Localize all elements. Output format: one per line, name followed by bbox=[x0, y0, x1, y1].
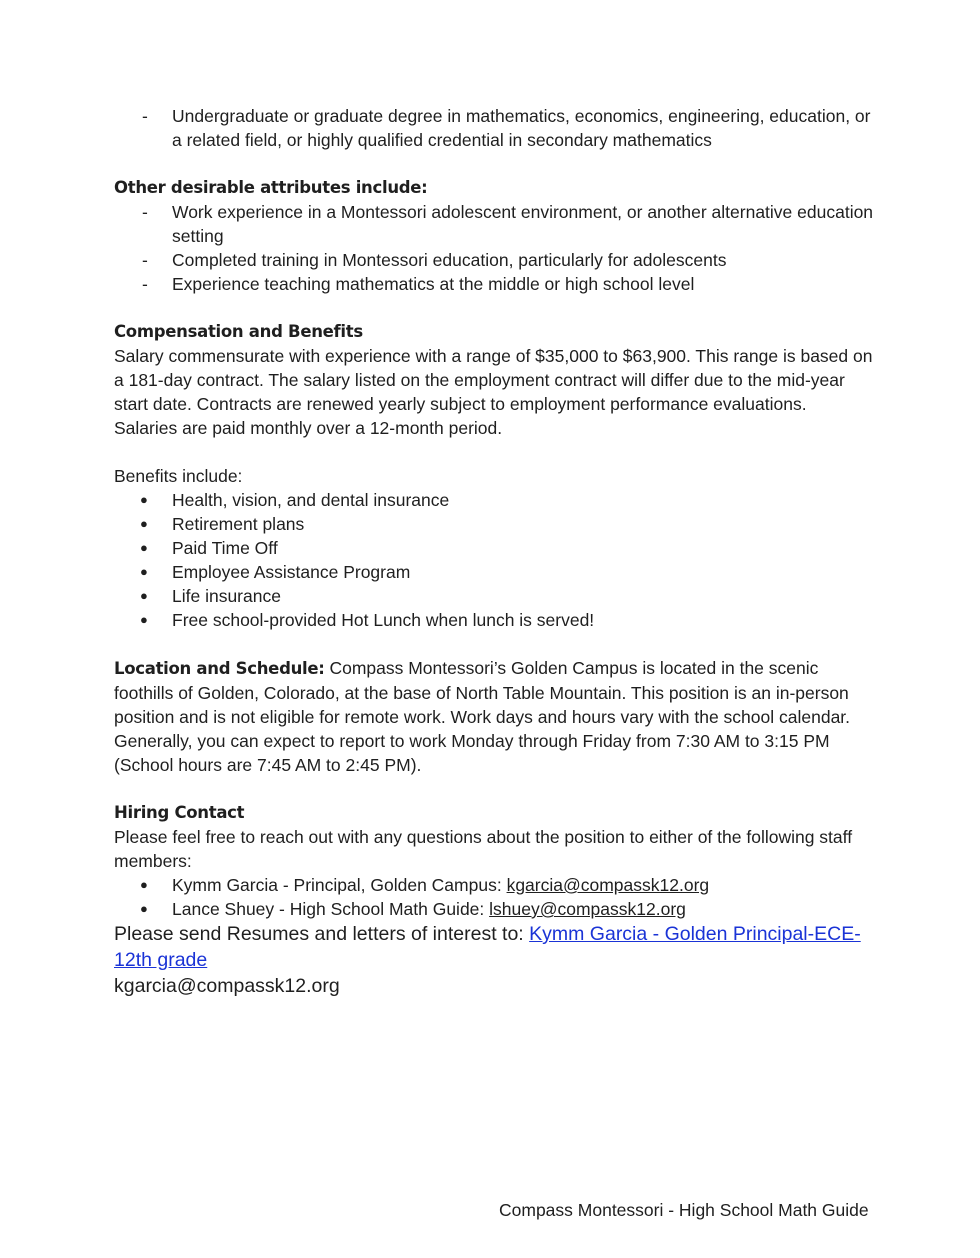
list-item: - Undergraduate or graduate degree in mathematics, economics, engineering, education, or a related field, or highly qualified credential in secondary mathematics bbox=[114, 104, 874, 152]
send-resume-line bbox=[114, 921, 874, 973]
contact-email-link[interactable]: kgarcia@compassk12.org bbox=[506, 875, 710, 895]
location-text: Compass Montessori’s Golden Campus is located in the scenic foothills of Golden, Colorado, at the base of North Table Mountain. This position is an in-person position and is not eligible for remote work. Work days and hours vary with the school calendar. Generally, you can expect to report to work Monday through Friday from 7:30 AM to 3:15 PM (School hours are 7:45 AM to 2:45 PM). bbox=[114, 658, 851, 775]
contact-item bbox=[114, 897, 874, 921]
compensation-paragraph: Salary commensurate with experience with a range of $35,000 to $63,900. This range is based on a 181-day contract. The salary listed on the employment contract will differ due to the mid-year start date. Contracts are renewed yearly subject to employment performance evaluations. Salaries are paid monthly over a 12-month period. bbox=[114, 346, 873, 438]
list-item: ● Life insurance bbox=[114, 584, 874, 608]
contact-label: Lance Shuey - High School Math Guide: bbox=[172, 899, 490, 919]
list-item: ● Paid Time Off bbox=[114, 536, 874, 560]
benefits-list bbox=[114, 488, 874, 632]
list-item: - Experience teaching mathematics at the middle or high school level bbox=[114, 272, 874, 296]
list-item: - Work experience in a Montessori adolescent environment, or another alternative education setting bbox=[114, 200, 874, 248]
list-item: ● Retirement plans bbox=[114, 512, 874, 536]
hiring-heading: Hiring Contact bbox=[114, 803, 245, 822]
degree-list bbox=[114, 104, 874, 152]
contact-item bbox=[114, 873, 874, 897]
attributes-section bbox=[114, 176, 874, 296]
contact-label: Kymm Garcia - Principal, Golden Campus: bbox=[172, 875, 507, 895]
contact-email-link[interactable]: lshuey@compassk12.org bbox=[489, 899, 686, 919]
compensation-section bbox=[114, 320, 874, 632]
contacts-list bbox=[114, 873, 874, 921]
list-item: ● Employee Assistance Program bbox=[114, 560, 874, 584]
send-text: Please send Resumes and letters of interest to: bbox=[114, 923, 530, 945]
page-footer: Compass Montessori - High School Math Guide bbox=[499, 1200, 869, 1220]
list-item: ● Free school-provided Hot Lunch when lunch is served! bbox=[114, 608, 874, 632]
principal-link[interactable]: Kymm Garcia - Golden Principal-ECE-12th grade bbox=[114, 923, 861, 971]
compensation-heading: Compensation and Benefits bbox=[114, 322, 363, 341]
hiring-section bbox=[114, 801, 874, 999]
location-heading: Location and Schedule: bbox=[114, 659, 325, 678]
hiring-intro: Please feel free to reach out with any questions about the position to either of the following staff members: bbox=[114, 827, 853, 871]
benefits-intro: Benefits include: bbox=[114, 466, 243, 486]
location-section bbox=[114, 656, 874, 777]
send-email: kgarcia@compassk12.org bbox=[114, 975, 340, 997]
list-item: ● Health, vision, and dental insurance bbox=[114, 488, 874, 512]
attributes-list bbox=[114, 200, 874, 296]
attributes-heading: Other desirable attributes include: bbox=[114, 178, 428, 197]
document-page bbox=[114, 104, 874, 999]
list-item: - Completed training in Montessori education, particularly for adolescents bbox=[114, 248, 874, 272]
